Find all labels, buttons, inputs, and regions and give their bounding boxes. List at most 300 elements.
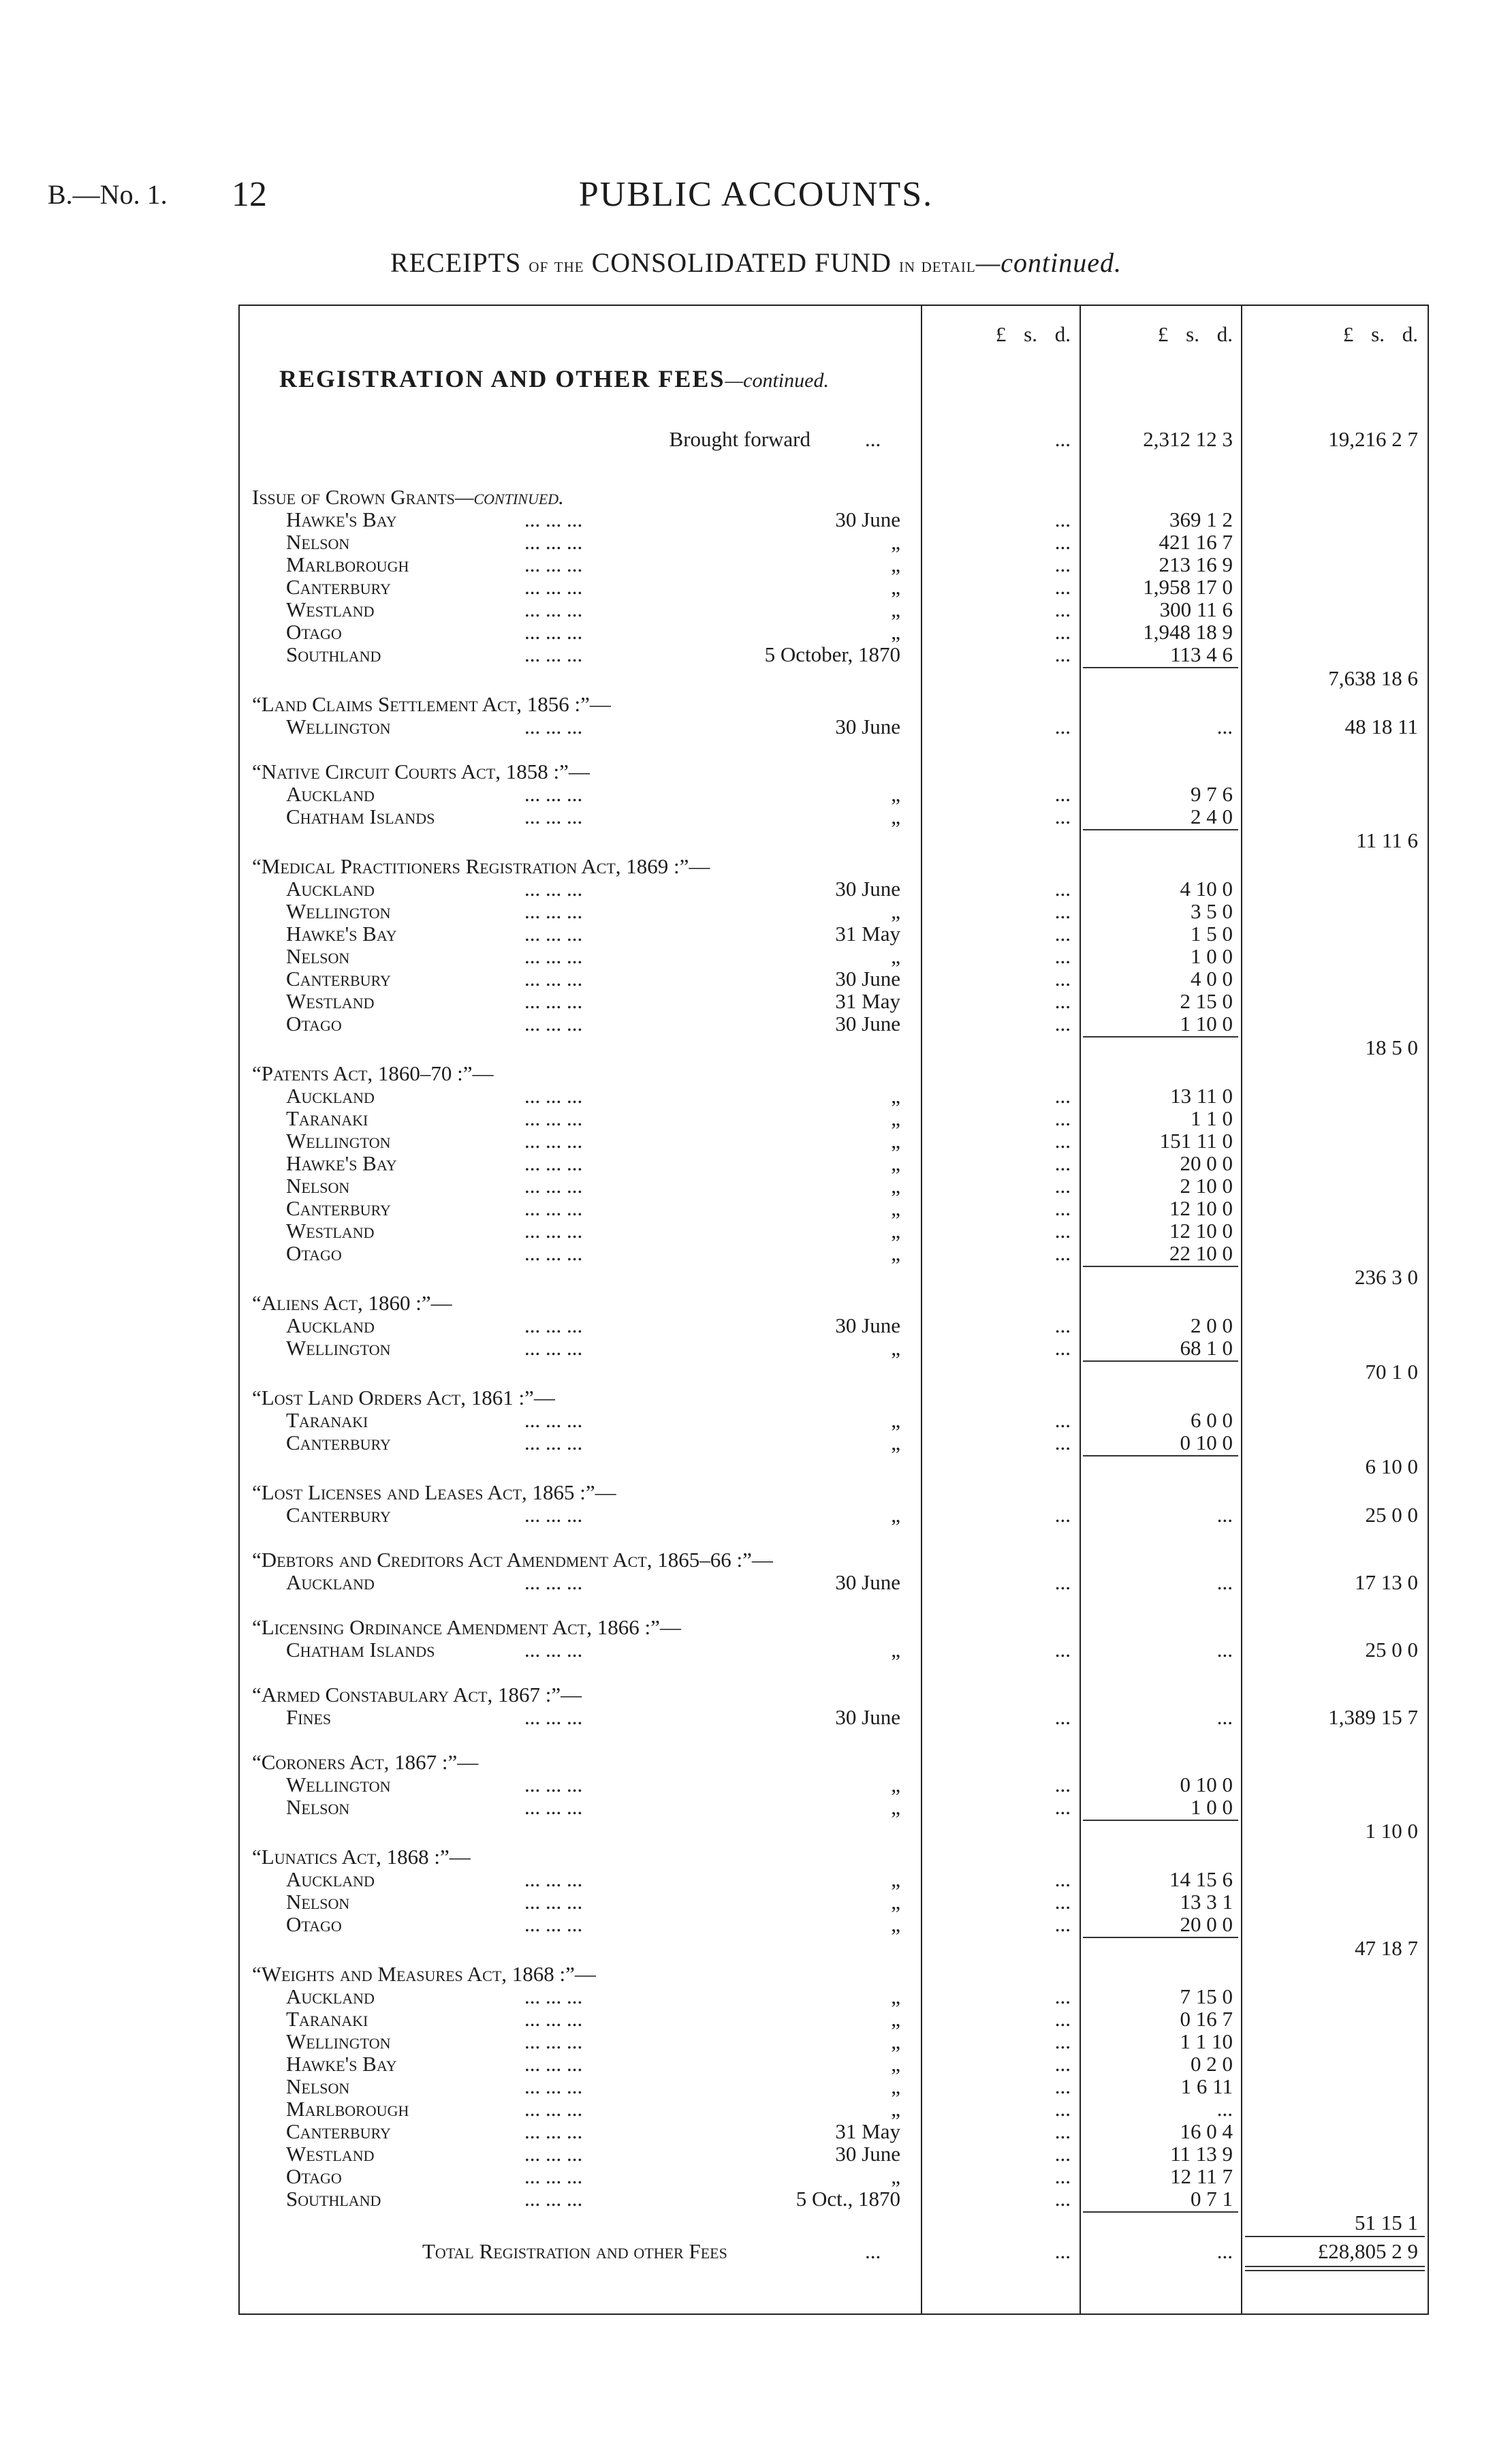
amount-col3: 1,389 15 7 — [1328, 1705, 1418, 1729]
amount-col2: ... — [1216, 1503, 1233, 1527]
amount-col2: 1 0 0 — [1191, 1795, 1233, 1819]
item-dots: ... ... ... — [524, 2074, 583, 2098]
subtotal: 6 10 0 — [1365, 1454, 1418, 1478]
item-dots: ... ... ... — [524, 1336, 583, 1360]
item-label: Auckland — [286, 1984, 375, 2008]
item-dots: ... ... ... — [524, 967, 583, 991]
item-dots: ... ... ... — [524, 2187, 583, 2211]
amount-col1: ... — [1054, 2142, 1071, 2166]
item-date: „ — [891, 1174, 900, 1198]
item-dots: ... ... ... — [524, 715, 583, 738]
item-label: Wellington — [286, 715, 391, 738]
item-label: Nelson — [286, 2074, 350, 2098]
item-dots: ... ... ... — [524, 1313, 583, 1337]
item-dots: ... ... ... — [524, 1867, 583, 1891]
amount-col2: 0 2 0 — [1191, 2052, 1233, 2076]
item-date: 31 May — [835, 2119, 900, 2143]
group-heading: “Medical Practitioners Registration Act, 1869 :”— — [252, 854, 710, 878]
group-heading: “Licensing Ordinance Amendment Act, 1866 :”— — [252, 1615, 681, 1639]
amount-col1: ... — [1054, 2239, 1071, 2263]
item-date: 30 June — [835, 715, 900, 738]
item-date: „ — [891, 1408, 900, 1432]
amount-col2: 1 0 0 — [1191, 944, 1233, 968]
item-dots: ... ... ... — [524, 2007, 583, 2031]
grand-total-label: Total Registration and other Fees — [422, 2239, 727, 2263]
item-label: Otago — [286, 1012, 342, 1035]
amount-col3: 25 0 0 — [1365, 1503, 1418, 1527]
subtitle-part: RECEIPTS — [390, 247, 522, 278]
amount-col1: ... — [1054, 899, 1071, 923]
item-label: Southland — [286, 2187, 381, 2211]
grand-total-rule — [1245, 2236, 1425, 2237]
amount-col2: 213 16 9 — [1159, 552, 1233, 576]
item-label: Taranaki — [286, 2007, 368, 2031]
amount-col1: ... — [1054, 989, 1071, 1013]
subtotal: 47 18 7 — [1355, 1936, 1418, 1960]
amount-col1: ... — [1054, 1219, 1071, 1243]
subtotal-rule — [1083, 829, 1238, 830]
amount-col2: 1 6 11 — [1180, 2074, 1233, 2098]
row-dots: ... — [865, 427, 881, 451]
group-heading: “Aliens Act, 1860 :”— — [252, 1291, 452, 1315]
item-date: „ — [891, 1129, 900, 1153]
amount-col1: ... — [1054, 1174, 1071, 1198]
amount-col2: ... — [1216, 2239, 1233, 2263]
amount-col1: ... — [1054, 1151, 1071, 1175]
amount-col2: 2 4 0 — [1191, 805, 1233, 828]
item-dots: ... ... ... — [524, 1084, 583, 1108]
item-date: „ — [891, 805, 900, 828]
item-dots: ... ... ... — [524, 805, 583, 828]
group-heading: “Debtors and Creditors Act Amendment Act, 1865–66 :”— — [252, 1548, 773, 1572]
group-heading: “Native Circuit Courts Act, 1858 :”— — [252, 760, 590, 783]
item-date: „ — [891, 1084, 900, 1108]
item-date: „ — [891, 597, 900, 621]
amount-col1: ... — [1054, 1867, 1071, 1891]
item-label: Wellington — [286, 1129, 391, 1153]
item-date: „ — [891, 2097, 900, 2121]
amount-col3: 19,216 2 7 — [1328, 427, 1418, 451]
item-dots: ... ... ... — [524, 1795, 583, 1819]
item-dots: ... ... ... — [524, 2052, 583, 2076]
item-dots: ... ... ... — [524, 1408, 583, 1432]
item-dots: ... ... ... — [524, 642, 583, 666]
row-dots: ... — [865, 2239, 881, 2263]
item-label: Auckland — [286, 782, 375, 806]
group-heading: “Lunatics Act, 1868 :”— — [252, 1845, 471, 1869]
amount-col2: 3 5 0 — [1191, 899, 1233, 923]
item-dots: ... ... ... — [524, 1503, 583, 1527]
item-label: Canterbury — [286, 1431, 391, 1454]
group-heading: “Lost Licenses and Leases Act, 1865 :”— — [252, 1480, 616, 1504]
item-date: „ — [891, 575, 900, 599]
item-dots: ... ... ... — [524, 1219, 583, 1243]
item-label: Auckland — [286, 877, 375, 901]
item-label: Otago — [286, 620, 342, 644]
item-label: Auckland — [286, 1313, 375, 1337]
amount-col2: 1 1 0 — [1191, 1106, 1233, 1130]
item-date: 31 May — [835, 989, 900, 1013]
amount-col2: 20 0 0 — [1180, 1151, 1233, 1175]
amount-col1: ... — [1054, 1313, 1071, 1337]
subtotal: 51 15 1 — [1355, 2211, 1418, 2234]
item-label: Wellington — [286, 899, 391, 923]
amount-col2: ... — [1216, 1570, 1233, 1594]
subtotal: 18 5 0 — [1365, 1035, 1418, 1059]
item-dots: ... ... ... — [524, 1106, 583, 1130]
item-date: 5 October, 1870 — [764, 642, 900, 666]
item-label: Southland — [286, 642, 381, 666]
amount-col2: 4 0 0 — [1191, 967, 1233, 991]
item-dots: ... ... ... — [524, 877, 583, 901]
subtotal-rule — [1083, 1360, 1238, 1362]
subtitle-part: —continued. — [975, 247, 1122, 278]
amount-col1: ... — [1054, 2007, 1071, 2031]
amount-col1: ... — [1054, 1408, 1071, 1432]
item-date: „ — [891, 2029, 900, 2053]
item-label: Westland — [286, 2142, 375, 2166]
item-date: „ — [891, 1638, 900, 1662]
item-dots: ... ... ... — [524, 1012, 583, 1035]
item-date: „ — [891, 1773, 900, 1796]
amount-col2: 12 10 0 — [1169, 1196, 1233, 1220]
subtotal-rule — [1083, 2211, 1238, 2213]
subtotal-rule — [1083, 1036, 1238, 1038]
amount-col2: 12 10 0 — [1169, 1219, 1233, 1243]
amount-col1: ... — [1054, 530, 1071, 554]
item-label: Fines — [286, 1705, 332, 1729]
item-label: Otago — [286, 1241, 342, 1265]
item-label: Wellington — [286, 2029, 391, 2053]
item-dots: ... ... ... — [524, 1705, 583, 1729]
table-top-rule — [238, 305, 1429, 306]
item-date: „ — [891, 1151, 900, 1175]
subtitle-part: of the — [529, 254, 584, 277]
amount-col1: ... — [1054, 1129, 1071, 1153]
item-date: „ — [891, 2007, 900, 2031]
item-date: „ — [891, 782, 900, 806]
column-rule — [1241, 305, 1242, 2315]
amount-col1: ... — [1054, 2119, 1071, 2143]
item-label: Nelson — [286, 944, 350, 968]
item-dots: ... ... ... — [524, 782, 583, 806]
item-dots: ... ... ... — [524, 922, 583, 946]
amount-col1: ... — [1054, 620, 1071, 644]
amount-col1: ... — [1054, 2052, 1071, 2076]
amount-col2: 369 1 2 — [1169, 508, 1233, 531]
page-subtitle — [0, 247, 1512, 279]
item-date: 30 June — [835, 967, 900, 991]
item-dots: ... ... ... — [524, 1196, 583, 1220]
amount-col1: ... — [1054, 1241, 1071, 1265]
amount-col1: ... — [1054, 597, 1071, 621]
item-dots: ... ... ... — [524, 1174, 583, 1198]
item-label: Auckland — [286, 1084, 375, 1108]
item-dots: ... ... ... — [524, 2097, 583, 2121]
item-dots: ... ... ... — [524, 597, 583, 621]
column-header-3: £ s. d. — [1342, 322, 1418, 346]
amount-col1: ... — [1054, 1503, 1071, 1527]
item-label: Canterbury — [286, 575, 391, 599]
item-label: Westland — [286, 1219, 375, 1243]
amount-col2: 68 1 0 — [1180, 1336, 1233, 1360]
item-date: „ — [891, 2164, 900, 2188]
amount-col3: 17 13 0 — [1355, 1570, 1418, 1594]
item-date: „ — [891, 1912, 900, 1936]
item-label: Chatham Islands — [286, 1638, 435, 1662]
amount-col1: ... — [1054, 2074, 1071, 2098]
item-date: „ — [891, 1431, 900, 1454]
item-date: „ — [891, 1867, 900, 1891]
item-date: „ — [891, 1890, 900, 1914]
item-date: „ — [891, 944, 900, 968]
item-dots: ... ... ... — [524, 989, 583, 1013]
table-left-rule — [238, 305, 240, 2315]
item-dots: ... ... ... — [524, 530, 583, 554]
section-title-text: REGISTRATION AND OTHER FEES — [279, 365, 725, 392]
amount-col1: ... — [1054, 2187, 1071, 2211]
amount-col2: 2 15 0 — [1180, 989, 1233, 1013]
subtotal-rule — [1083, 1455, 1238, 1456]
amount-col1: ... — [1054, 1012, 1071, 1035]
item-date: „ — [891, 620, 900, 644]
amount-col2: ... — [1216, 1638, 1233, 1662]
amount-col2: 421 16 7 — [1159, 530, 1233, 554]
item-date: 30 June — [835, 2142, 900, 2166]
item-date: 5 Oct., 1870 — [796, 2187, 900, 2211]
amount-col2: 2 10 0 — [1180, 1174, 1233, 1198]
item-date: „ — [891, 2052, 900, 2076]
amount-col1: ... — [1054, 642, 1071, 666]
amount-col2: 13 3 1 — [1180, 1890, 1233, 1914]
amount-col2: 1,948 18 9 — [1143, 620, 1233, 644]
item-label: Taranaki — [286, 1408, 368, 1432]
subtitle-part: CONSOLIDATED FUND — [591, 247, 892, 278]
item-dots: ... ... ... — [524, 2119, 583, 2143]
item-label: Marlborough — [286, 552, 409, 576]
section-title-cont: —continued. — [725, 369, 829, 392]
group-heading: “Land Claims Settlement Act, 1856 :”— — [252, 692, 611, 716]
table-bottom-rule — [238, 2313, 1429, 2315]
item-label: Hawke's Bay — [286, 1151, 397, 1175]
item-date: „ — [891, 552, 900, 576]
item-label: Wellington — [286, 1773, 391, 1796]
item-date: 31 May — [835, 922, 900, 946]
amount-col1: ... — [1054, 1773, 1071, 1796]
item-date: „ — [891, 1196, 900, 1220]
amount-col2: ... — [1216, 1705, 1233, 1729]
amount-col1: ... — [1054, 1705, 1071, 1729]
item-date: „ — [891, 1503, 900, 1527]
item-dots: ... ... ... — [524, 1129, 583, 1153]
item-date: 30 June — [835, 1313, 900, 1337]
amount-col2: 13 11 0 — [1170, 1084, 1233, 1108]
subtitle-part: in detail — [898, 254, 976, 277]
amount-col3: 48 18 11 — [1344, 715, 1418, 738]
amount-col2: 6 0 0 — [1191, 1408, 1233, 1432]
amount-col2: 1,958 17 0 — [1143, 575, 1233, 599]
item-date: „ — [891, 1336, 900, 1360]
subtotal-rule — [1083, 1266, 1238, 1267]
page-number: 12 — [232, 175, 267, 214]
amount-col1: ... — [1054, 877, 1071, 901]
amount-col2: 113 4 6 — [1170, 642, 1233, 666]
group-heading-text: Issue of Crown Grants — [252, 485, 455, 509]
subtotal-rule — [1083, 667, 1238, 668]
item-dots: ... ... ... — [524, 1570, 583, 1594]
row-label: Brought forward — [669, 427, 810, 451]
item-dots: ... ... ... — [524, 1151, 583, 1175]
amount-col1: ... — [1054, 2097, 1071, 2121]
amount-col1: ... — [1054, 2164, 1071, 2188]
item-dots: ... ... ... — [524, 1984, 583, 2008]
item-label: Canterbury — [286, 2119, 391, 2143]
item-dots: ... ... ... — [524, 1890, 583, 1914]
amount-col1: ... — [1054, 1336, 1071, 1360]
amount-col2: 20 0 0 — [1180, 1912, 1233, 1936]
item-dots: ... ... ... — [524, 508, 583, 531]
item-label: Canterbury — [286, 1196, 391, 1220]
item-date: 30 June — [835, 877, 900, 901]
item-dots: ... ... ... — [524, 899, 583, 923]
subtotal: 236 3 0 — [1355, 1265, 1418, 1289]
item-label: Otago — [286, 1912, 342, 1936]
item-label: Hawke's Bay — [286, 922, 397, 946]
item-date: 30 June — [835, 1570, 900, 1594]
amount-col1: ... — [1054, 922, 1071, 946]
amount-col1: ... — [1054, 508, 1071, 531]
subtotal: 11 11 6 — [1356, 828, 1418, 852]
item-dots: ... ... ... — [524, 2142, 583, 2166]
amount-col1: ... — [1054, 2029, 1071, 2053]
column-header-2: £ s. d. — [1157, 322, 1233, 346]
table-right-rule — [1428, 305, 1429, 2315]
item-label: Auckland — [286, 1570, 375, 1594]
amount-col2: 9 7 6 — [1191, 782, 1233, 806]
item-label: Wellington — [286, 1336, 391, 1360]
item-date: „ — [891, 2074, 900, 2098]
item-label: Hawke's Bay — [286, 2052, 397, 2076]
item-date: 30 June — [835, 508, 900, 531]
amount-col2: 300 11 6 — [1159, 597, 1233, 621]
group-heading: “Lost Land Orders Act, 1861 :”— — [252, 1386, 555, 1409]
amount-col1: ... — [1054, 1106, 1071, 1130]
group-heading: “Weights and Measures Act, 1868 :”— — [252, 1962, 596, 1986]
item-date: 30 June — [835, 1705, 900, 1729]
amount-col2: 1 5 0 — [1191, 922, 1233, 946]
item-dots: ... ... ... — [524, 552, 583, 576]
amount-col1: ... — [1054, 1795, 1071, 1819]
subtotal: 7,638 18 6 — [1328, 666, 1418, 690]
group-heading — [252, 486, 564, 508]
amount-col2: 7 15 0 — [1180, 1984, 1233, 2008]
grand-total-double-rule — [1245, 2266, 1425, 2267]
item-date: „ — [891, 1219, 900, 1243]
amount-col1: ... — [1054, 1890, 1071, 1914]
subtotal: 70 1 0 — [1365, 1360, 1418, 1384]
amount-col1: ... — [1054, 427, 1071, 451]
amount-col1: ... — [1054, 1084, 1071, 1108]
item-dots: ... ... ... — [524, 1638, 583, 1662]
amount-col2: 11 13 9 — [1170, 2142, 1233, 2166]
item-label: Taranaki — [286, 1106, 368, 1130]
item-dots: ... ... ... — [524, 575, 583, 599]
item-dots: ... ... ... — [524, 1773, 583, 1796]
item-label: Nelson — [286, 1795, 350, 1819]
amount-col1: ... — [1054, 1912, 1071, 1936]
amount-col1: ... — [1054, 1196, 1071, 1220]
item-label: Hawke's Bay — [286, 508, 397, 531]
amount-col2: 2 0 0 — [1191, 1313, 1233, 1337]
item-label: Marlborough — [286, 2097, 409, 2121]
amount-col2: 0 10 0 — [1180, 1431, 1233, 1454]
item-date: „ — [891, 899, 900, 923]
item-dots: ... ... ... — [524, 944, 583, 968]
amount-col1: ... — [1054, 944, 1071, 968]
document-reference: B.—No. 1. — [48, 179, 168, 210]
amount-col2: 0 7 1 — [1191, 2187, 1233, 2211]
amount-col2: 0 16 7 — [1180, 2007, 1233, 2031]
item-label: Chatham Islands — [286, 805, 435, 828]
item-date: „ — [891, 1241, 900, 1265]
amount-col1: ... — [1054, 575, 1071, 599]
subtotal-rule — [1083, 1937, 1238, 1938]
amount-col2: 22 10 0 — [1169, 1241, 1233, 1265]
amount-col2: ... — [1216, 2097, 1233, 2121]
item-date: „ — [891, 1795, 900, 1819]
subtotal: 1 10 0 — [1365, 1819, 1418, 1843]
section-title — [279, 365, 829, 392]
amount-col2: 1 1 10 — [1180, 2029, 1233, 2053]
amount-col2: 1 10 0 — [1180, 1012, 1233, 1035]
item-label: Auckland — [286, 1867, 375, 1891]
item-date: 30 June — [835, 1012, 900, 1035]
group-heading: “Armed Constabulary Act, 1867 :”— — [252, 1683, 582, 1707]
column-rule — [921, 305, 922, 2315]
grand-total-double-rule — [1245, 2270, 1425, 2271]
column-rule — [1080, 305, 1081, 2315]
amount-col2: 12 11 7 — [1170, 2164, 1233, 2188]
amount-col2: 2,312 12 3 — [1143, 427, 1233, 451]
amount-col1: ... — [1054, 1570, 1071, 1594]
amount-col1: ... — [1054, 1431, 1071, 1454]
item-dots: ... ... ... — [524, 1431, 583, 1454]
item-label: Nelson — [286, 530, 350, 554]
amount-col1: ... — [1054, 552, 1071, 576]
item-dots: ... ... ... — [524, 1912, 583, 1936]
item-label: Nelson — [286, 1890, 350, 1914]
amount-col1: ... — [1054, 967, 1071, 991]
amount-col1: ... — [1054, 782, 1071, 806]
amount-col2: 16 0 4 — [1180, 2119, 1233, 2143]
subtotal-rule — [1083, 1820, 1238, 1821]
item-label: Otago — [286, 2164, 342, 2188]
item-dots: ... ... ... — [524, 2029, 583, 2053]
item-dots: ... ... ... — [524, 1241, 583, 1265]
grand-total: £28,805 2 9 — [1317, 2239, 1418, 2263]
amount-col2: 14 15 6 — [1169, 1867, 1233, 1891]
item-dots: ... ... ... — [524, 620, 583, 644]
item-label: Canterbury — [286, 967, 391, 991]
amount-col1: ... — [1054, 1638, 1071, 1662]
item-date: „ — [891, 1984, 900, 2008]
amount-col1: ... — [1054, 1984, 1071, 2008]
item-label: Westland — [286, 597, 375, 621]
amount-col2: 151 11 0 — [1159, 1129, 1233, 1153]
group-heading: “Coroners Act, 1867 :”— — [252, 1750, 479, 1774]
amount-col2: 0 10 0 — [1180, 1773, 1233, 1796]
page-title: PUBLIC ACCOUNTS. — [578, 175, 934, 214]
